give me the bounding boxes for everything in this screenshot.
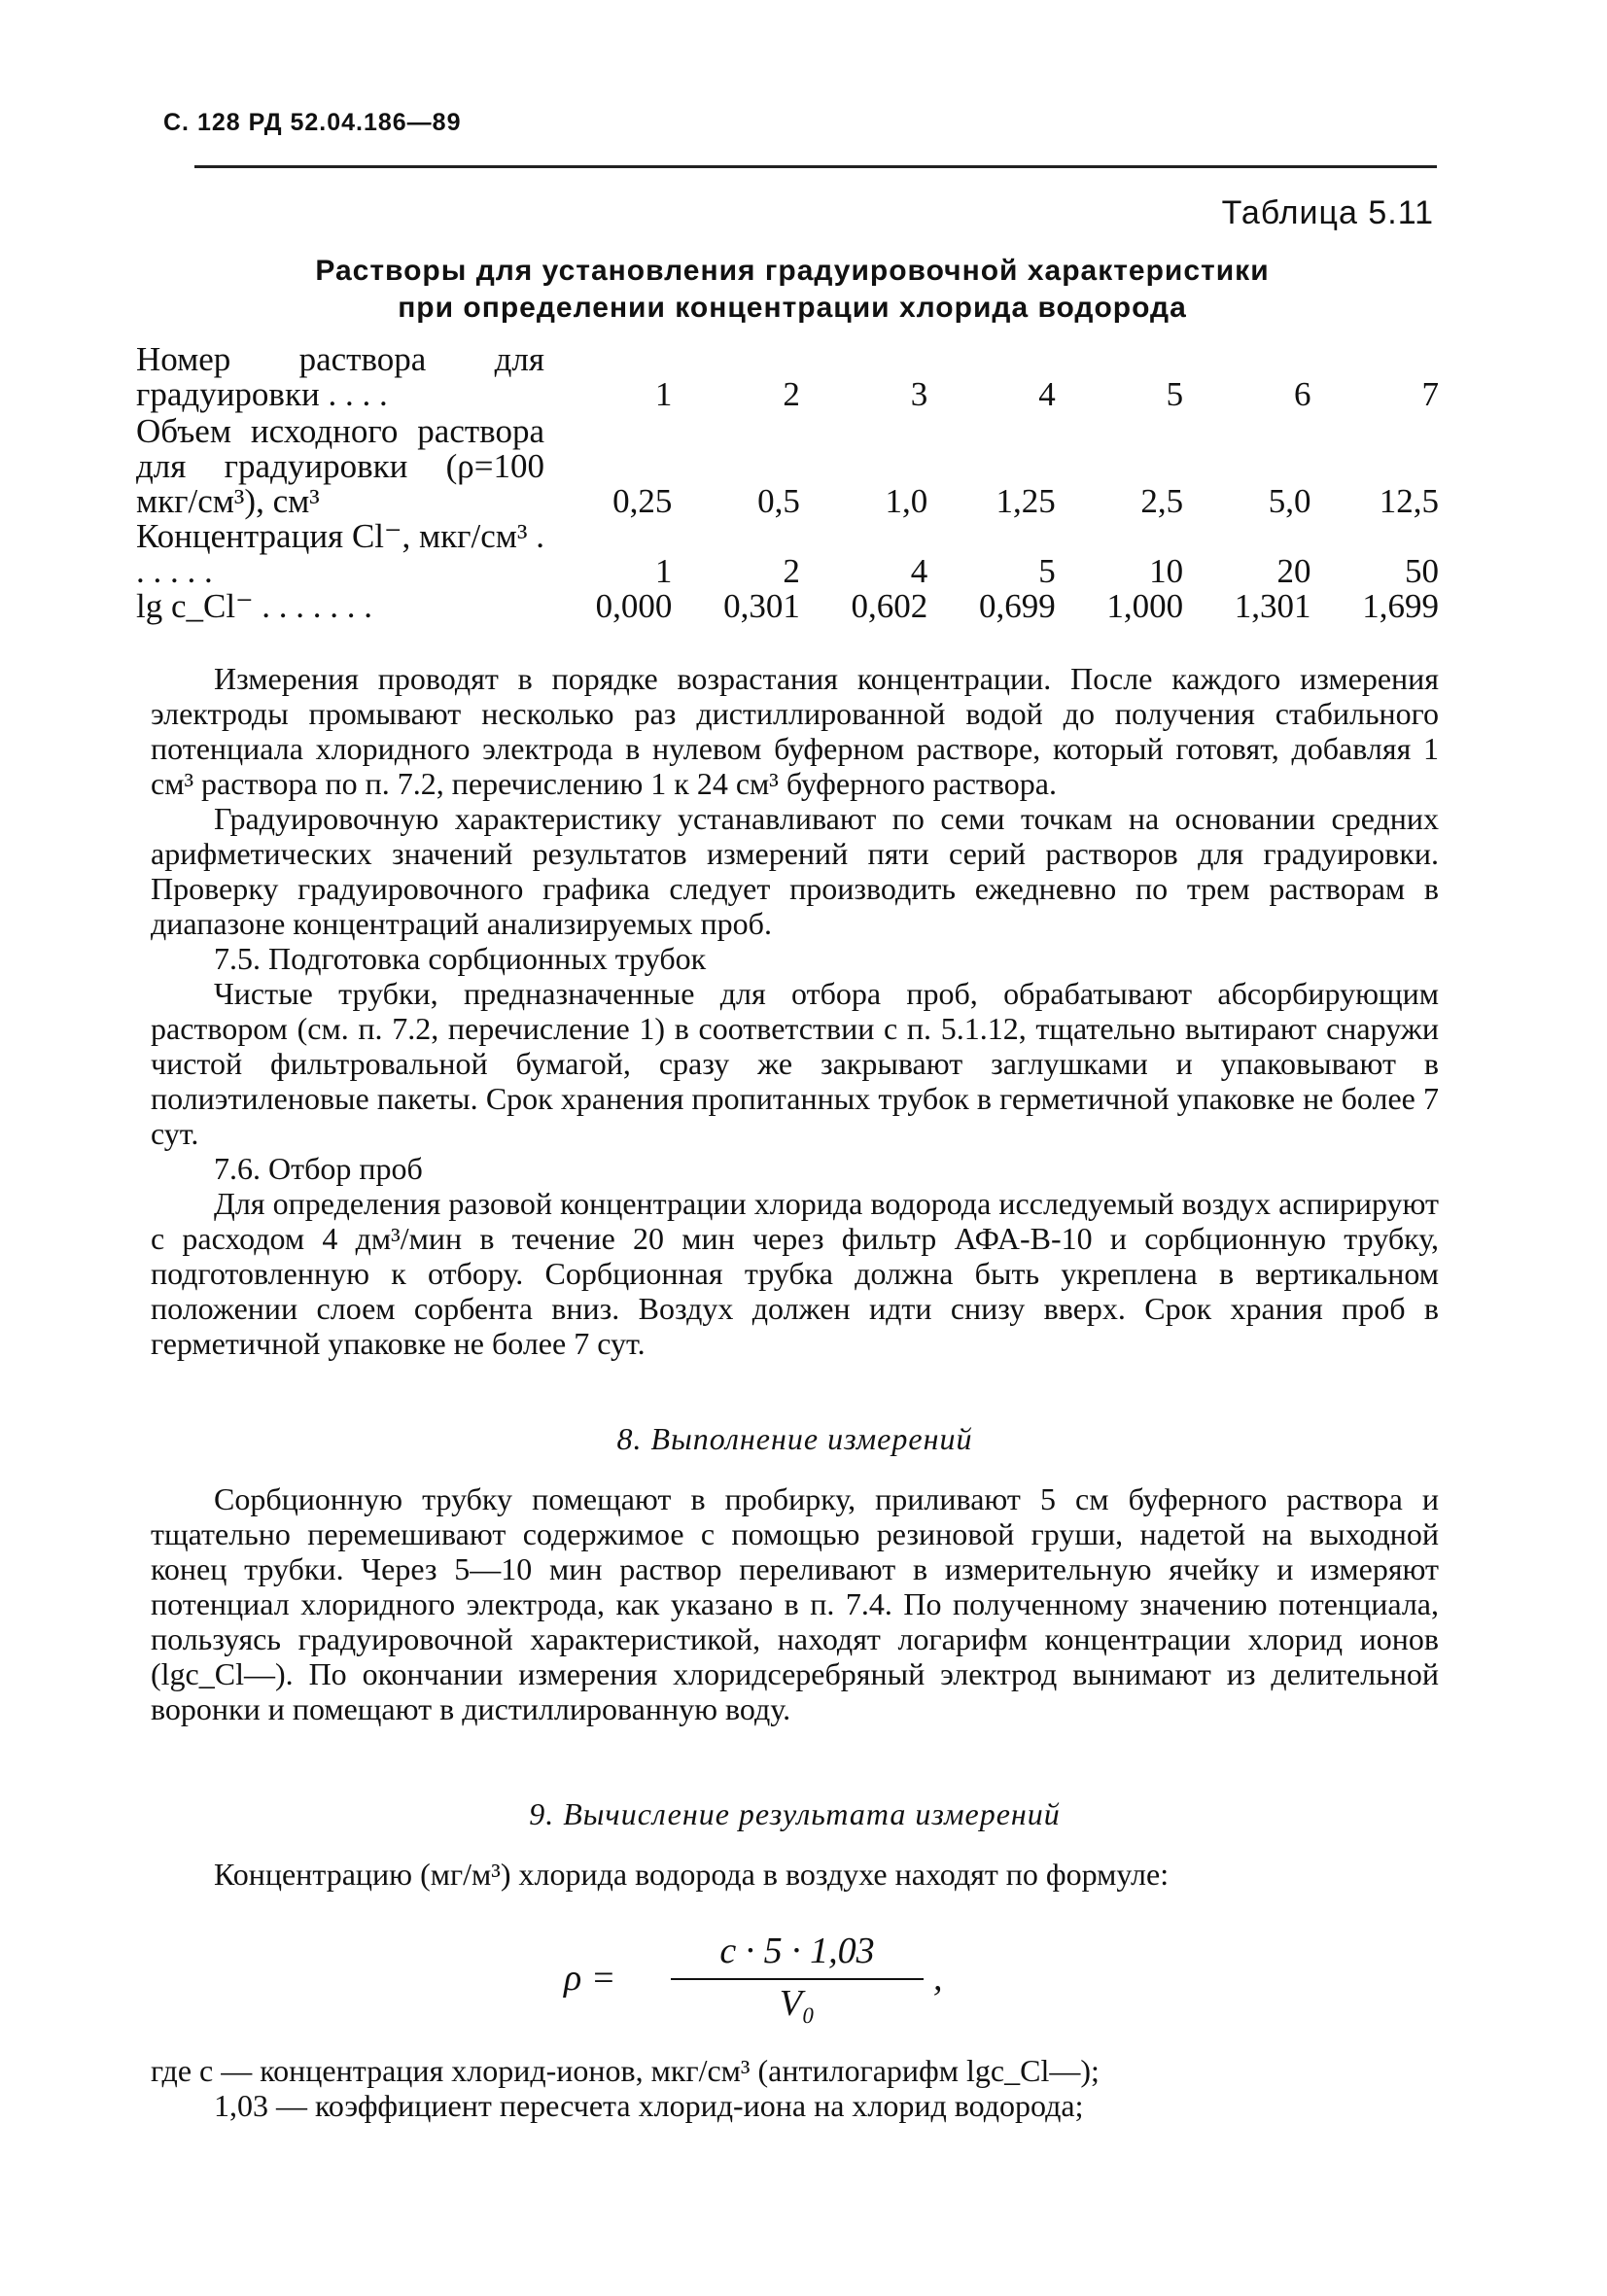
section-9 xyxy=(151,1796,1439,1831)
table-cell: 0,5 xyxy=(757,482,800,520)
legend-c: где c — концентрация хлорид-ионов, мкг/см³ (антилогарифм lgc_Cl—); xyxy=(151,2053,1100,2088)
formula-denominator: V₀ xyxy=(779,1983,816,2024)
paragraph-measurement-order: Измерения проводят в порядке возрастания концентрации. После каждого измерения электроды промывают несколько раз дистиллированной водой до получения стабильного потенциала хлоридного электрода в нулевом буферном растворе, который готовят, добавляя 1 см³ раствора по п. 7.2, перечислению 1 к 24 см³ буферного раствора. xyxy=(151,661,1439,801)
section-8 xyxy=(151,1421,1439,1456)
calibration-table xyxy=(136,342,1439,624)
paragraph-sampling: Для определения разовой концентрации хлорида водорода исследуемый воздух аспирируют с расходом 4 дм³/мин в течение 20 мин через фильтр АФА-В-10 и сорбционную трубку, подготовленную к отбору. Сорбционная трубка должна быть укреплена в вертикальном положении слоем сорбента вниз. Воздух должен идти снизу вверх. Срок храния проб в герметичной упаковке не более 7 сут. xyxy=(151,1186,1439,1361)
table-cell: 5 xyxy=(1038,552,1056,590)
section-7-5-heading: 7.5. Подготовка сорбционных трубок xyxy=(214,941,707,976)
table-cell: 12,5 xyxy=(1379,482,1439,520)
row-label: Концентрация Cl⁻, мкг/см³ . . . . . . xyxy=(136,517,544,590)
table-cell: 1,301 xyxy=(1234,587,1311,625)
table-cell: 5,0 xyxy=(1268,482,1311,520)
page-header: С. 128 РД 52.04.186—89 xyxy=(163,109,462,136)
legend-coefficient: 1,03 — коэффициент пересчета хлорид-иона на хлорид водорода; xyxy=(214,2088,1084,2123)
table-cell: 2 xyxy=(783,552,800,590)
paragraph-calibration-curve: Градуировочную характеристику устанавливают по семи точкам на основании средних арифметических значений результатов измерений пяти серий растворов для градуировки. Проверку градуировочного графика следует производить ежедневно по трем растворам в диапазоне концентраций анализируемых проб. xyxy=(151,801,1439,941)
table-cell: 0,301 xyxy=(723,587,800,625)
table-row xyxy=(136,589,1439,624)
table-cell: 50 xyxy=(1405,552,1439,590)
table-cell: 0,000 xyxy=(595,587,673,625)
formula-comma: , xyxy=(933,1958,943,1999)
formula-legend xyxy=(151,2053,1439,2123)
table-title-line-1: Растворы для установления градуировочной характеристики xyxy=(315,255,1270,287)
table-cell: 0,602 xyxy=(851,587,928,625)
body-text xyxy=(151,661,1439,1361)
table-row xyxy=(136,519,1439,589)
table-cell: 1,0 xyxy=(885,482,928,520)
table-cell: 7 xyxy=(1421,375,1439,413)
table-row xyxy=(136,412,1439,519)
formula-fraction xyxy=(671,1930,924,2025)
table-cell: 1,699 xyxy=(1362,587,1439,625)
paragraph-formula-intro: Концентрацию (мг/м³) хлорида водорода в воздухе находят по формуле: xyxy=(214,1857,1170,1892)
row-label: Объем исходного раствора для градуировки (ρ=100 мкг/см³), см³ xyxy=(136,412,544,520)
table-cell: 2 xyxy=(783,375,800,413)
header-rule xyxy=(194,165,1437,168)
section-9-heading: 9. Вычисление результата измерений xyxy=(529,1796,1061,1831)
table-cell: 1,25 xyxy=(996,482,1056,520)
paragraph-measurement-procedure: Сорбционную трубку помещают в пробирку, приливают 5 см буферного раствора и тщательно перемешивают содержимое с помощью резиновой груши, надетой на выходной конец трубки. Через 5—10 мин раствор переливают в измерительную ячейку и измеряют потенциал хлоридного электрода, как указано в п. 7.4. По полученному значению потенциала, пользуясь градуировочной характеристикой, находят логарифм концентрации хлорид ионов (lgc_Cl—). По окончании измерения хлоридсеребряный электрод вынимают из делительной воронки и помещают в дистиллированную воду. xyxy=(151,1481,1439,1726)
formula-numerator: c · 5 · 1,03 xyxy=(671,1930,924,1980)
table-cell: 4 xyxy=(1038,375,1056,413)
formula-lhs: ρ = xyxy=(564,1958,616,1999)
table-cell: 6 xyxy=(1294,375,1311,413)
section-8-heading: 8. Выполнение измерений xyxy=(616,1421,973,1456)
table-cell: 1,000 xyxy=(1106,587,1184,625)
paragraph-tube-preparation: Чистые трубки, предназначенные для отбора проб, обрабатывают абсорбирующим раствором (см. п. 7.2, перечисление 1) в соответствии с п. 5.1.12, тщательно вытирают снаружи чистой фильтровальной бумагой, сразу же закрывают заглушками и упаковывают в полиэтиленовые пакеты. Срок хранения пропитанных трубок в герметичной упаковке не более 7 сут. xyxy=(151,976,1439,1151)
table-cell: 20 xyxy=(1276,552,1311,590)
table-cell: 10 xyxy=(1149,552,1184,590)
table-title-line-2: при определении концентрации хлорида водорода xyxy=(398,292,1187,324)
table-cell: 5 xyxy=(1166,375,1184,413)
row-label: Номер раствора для градуировки . . . . xyxy=(136,340,544,413)
section-9-body xyxy=(151,1857,1439,1892)
table-cell: 0,699 xyxy=(978,587,1056,625)
table-cell: 1 xyxy=(654,552,673,590)
table-cell: 1 xyxy=(654,375,673,413)
section-8-body xyxy=(151,1481,1439,1726)
section-7-6-heading: 7.6. Отбор проб xyxy=(214,1151,423,1186)
table-cell: 0,25 xyxy=(612,482,673,520)
table-cell: 3 xyxy=(910,375,928,413)
table-cell: 4 xyxy=(910,552,928,590)
table-cell: 2,5 xyxy=(1140,482,1184,520)
table-row xyxy=(136,342,1439,412)
table-title xyxy=(146,253,1439,327)
row-label: lg c_Cl⁻ . . . . . . . xyxy=(136,587,373,625)
table-label: Таблица 5.11 xyxy=(1221,194,1434,231)
